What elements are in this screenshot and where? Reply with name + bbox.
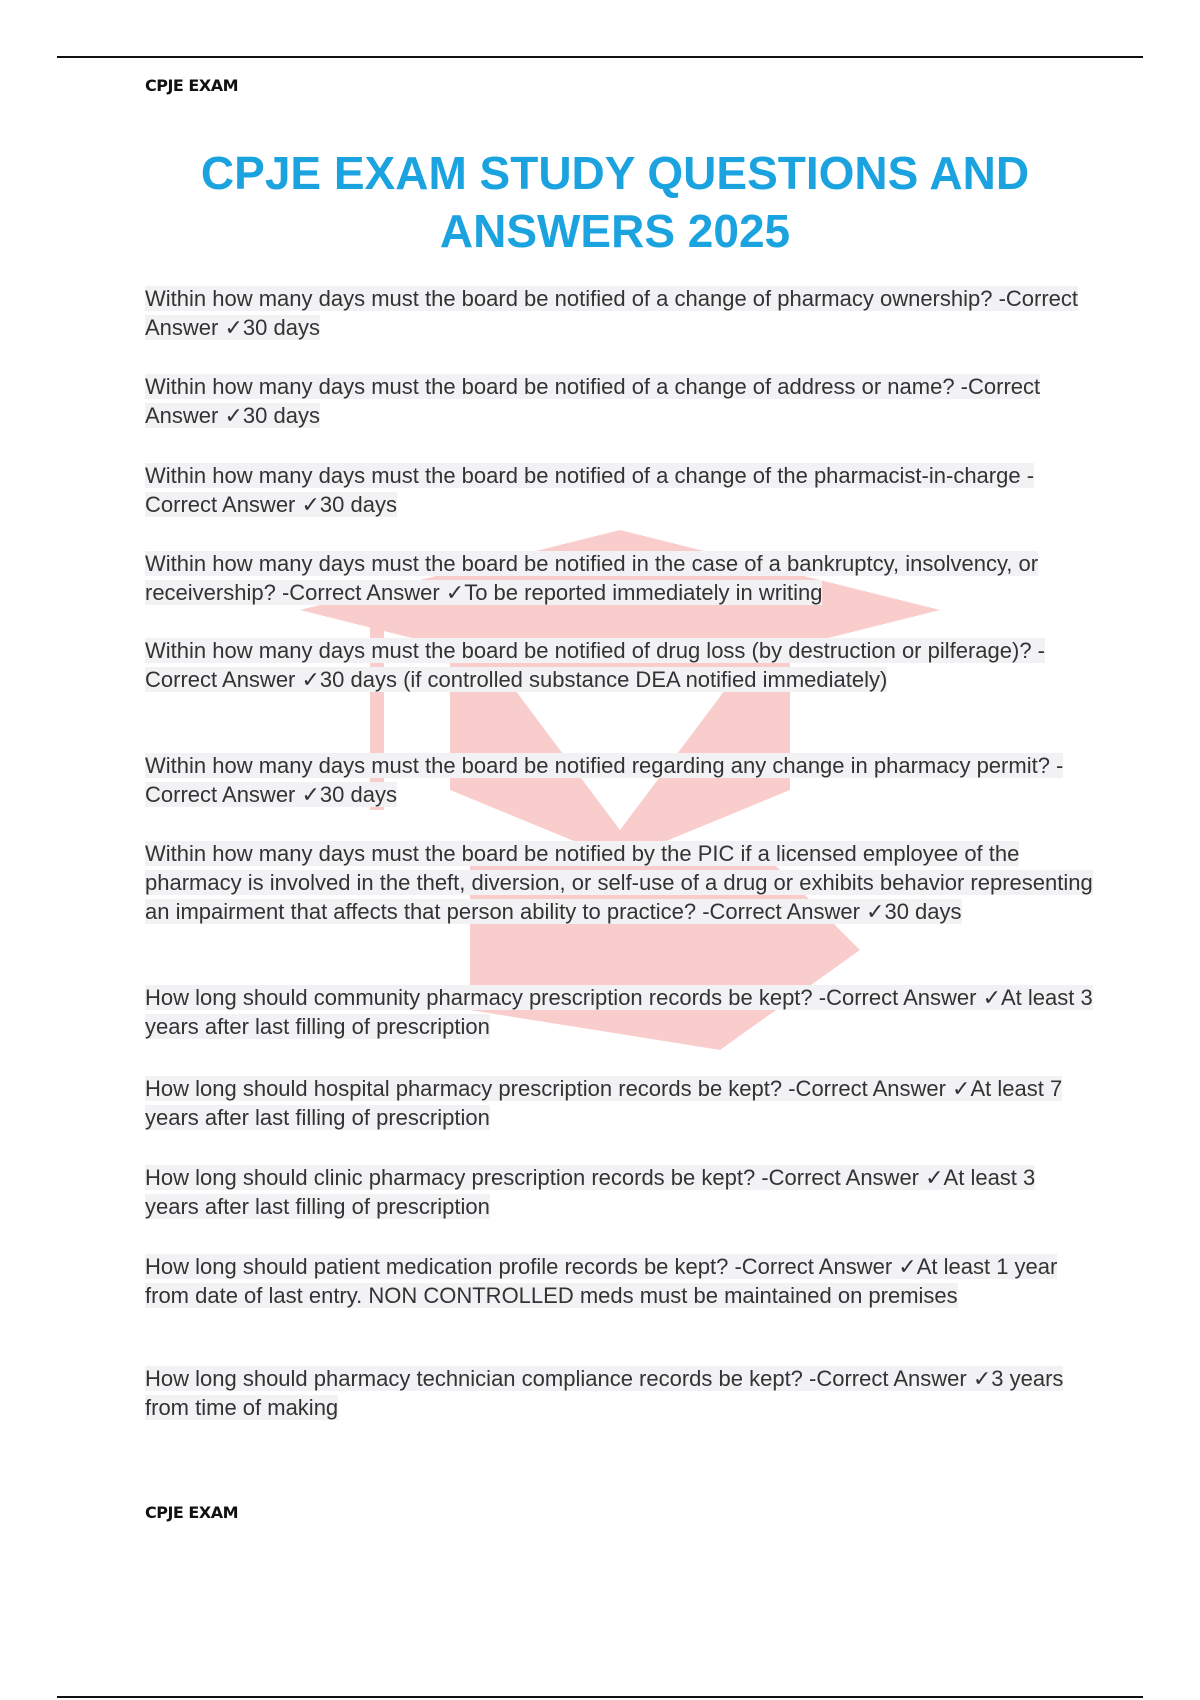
page-header: CPJE EXAM: [145, 76, 238, 95]
qa-item: [145, 1364, 1095, 1422]
qa-item: [145, 983, 1095, 1041]
qa-text: Within how many days must the board be notified of a change of the pharmacist-in-charge -Correct Answer ✓30 days: [145, 463, 1035, 517]
qa-text: Within how many days must the board be notified of drug loss (by destruction or pilferage)? -Correct Answer ✓30 days (if controlled substance DEA notified immediately): [145, 638, 1046, 692]
qa-item: [145, 751, 1095, 809]
qa-item: [145, 284, 1095, 342]
qa-item: [145, 549, 1095, 607]
qa-text: Within how many days must the board be notified in the case of a bankruptcy, insolvency, or receivership? -Correct Answer ✓To be reported immediately in writing: [145, 551, 1039, 605]
qa-text: How long should community pharmacy prescription records be kept? -Correct Answer ✓At least 3 years after last filling of prescription: [145, 985, 1093, 1039]
qa-item: [145, 1074, 1095, 1132]
page-footer: CPJE EXAM: [145, 1503, 238, 1522]
qa-item: [145, 1252, 1095, 1310]
qa-text: How long should patient medication profile records be kept? -Correct Answer ✓At least 1 year from date of last entry. NON CONTROLLED meds must be maintained on premises: [145, 1254, 1058, 1308]
document-title: CPJE EXAM STUDY QUESTIONS AND ANSWERS 2025: [200, 147, 1030, 257]
qa-text: Within how many days must the board be notified of a change of address or name? -Correct Answer ✓30 days: [145, 374, 1041, 428]
qa-text: Within how many days must the board be notified of a change of pharmacy ownership? -Correct Answer ✓30 days: [145, 286, 1079, 340]
qa-text: How long should pharmacy technician compliance records be kept? -Correct Answer ✓3 years from time of making: [145, 1366, 1064, 1420]
qa-text: How long should hospital pharmacy prescription records be kept? -Correct Answer ✓At least 7 years after last filling of prescription: [145, 1076, 1063, 1130]
qa-text: Within how many days must the board be notified by the PIC if a licensed employee of the pharmacy is involved in the theft, diversion, or self-use of a drug or exhibits behavior representing an impairment that affects that person ability to practice? -Correct Answer ✓30 days: [145, 841, 1093, 924]
qa-item: [145, 461, 1095, 519]
qa-item: [145, 1163, 1095, 1221]
top-rule: [57, 56, 1143, 58]
qa-item: [145, 636, 1095, 694]
qa-item: [145, 372, 1095, 430]
bottom-rule: [57, 1696, 1143, 1698]
qa-item: [145, 839, 1095, 926]
qa-text: Within how many days must the board be notified regarding any change in pharmacy permit? -Correct Answer ✓30 days: [145, 753, 1064, 807]
qa-text: How long should clinic pharmacy prescription records be kept? -Correct Answer ✓At least 3 years after last filling of prescription: [145, 1165, 1036, 1219]
